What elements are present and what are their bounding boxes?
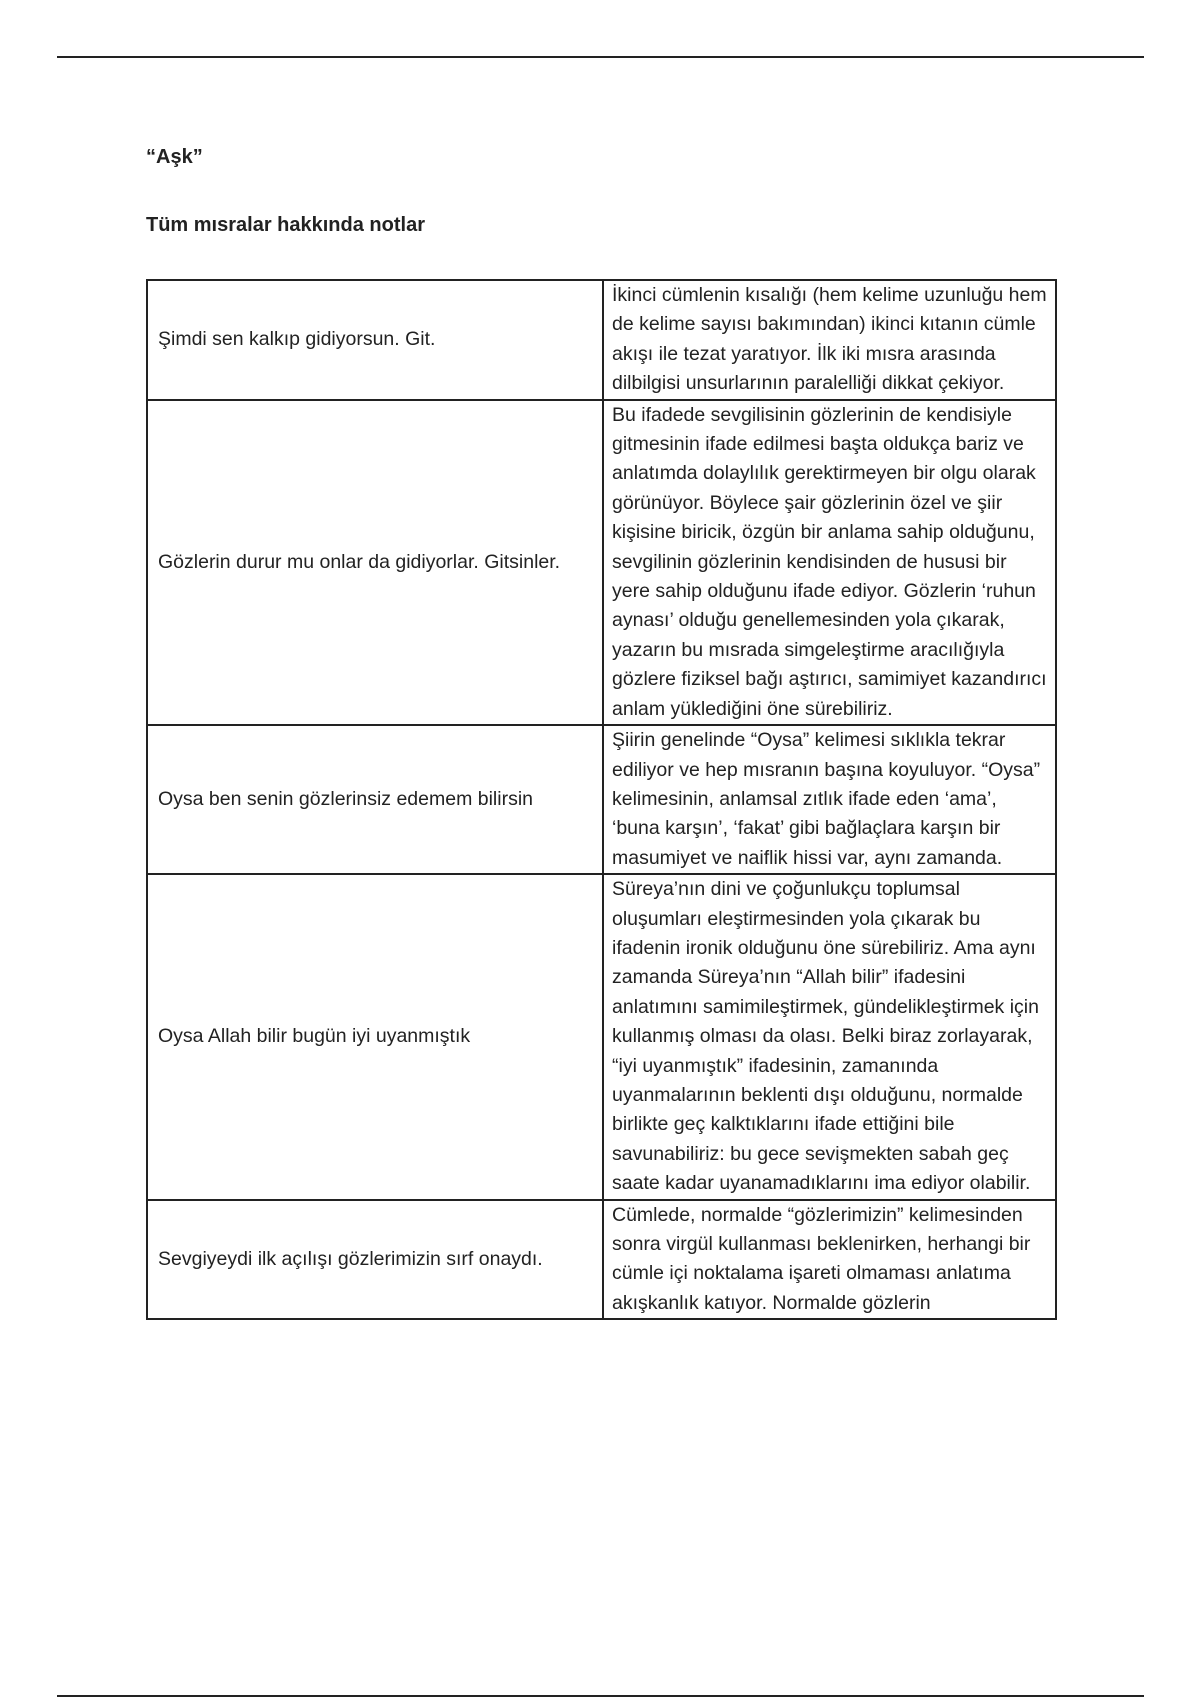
- note-cell: Şiirin genelinde “Oysa” kelimesi sıklıkla tekrar ediliyor ve hep mısranın başına koyuluyor. “Oysa” kelimesinin, anlamsal zıtlık ifade eden ‘ama’, ‘buna karşın’, ‘fakat’ gibi bağlaçlara karşın bir masumiyet ve naiflik hissi var, aynı zamanda.: [603, 725, 1056, 874]
- verse-cell: Sevgiyeydi ilk açılışı gözlerimizin sırf onaydı.: [147, 1200, 603, 1320]
- note-cell: Süreya’nın dini ve çoğunlukçu toplumsal oluşumları eleştirmesinden yola çıkarak bu ifadenin ironik olduğunu öne sürebiliriz. Ama aynı zamanda Süreya’nın “Allah bilir” ifadesini anlatımını samimileştirmek, gündelikleştirmek için kullanmış olması da olası. Belki biraz zorlayarak, “iyi uyanmıştık” ifadesinin, zamanında uyanmalarının beklenti dışı olduğunu, normalde birlikte geç kalktıklarını ifade ettiğini bile savunabiliriz: bu gece sevişmekten sabah geç saate kadar uyanamadıklarını ima ediyor olabilir.: [603, 874, 1056, 1199]
- document-title: “Aşk”: [146, 146, 203, 168]
- table-row: [147, 874, 1056, 1199]
- verse-cell: Oysa Allah bilir bugün iyi uyanmıştık: [147, 874, 603, 1199]
- verse-cell: Gözlerin durur mu onlar da gidiyorlar. Gitsinler.: [147, 400, 603, 725]
- verse-cell: Şimdi sen kalkıp gidiyorsun. Git.: [147, 280, 603, 400]
- document-subtitle: Tüm mısralar hakkında notlar: [146, 214, 425, 236]
- verse-cell: Oysa ben senin gözlerinsiz edemem bilirsin: [147, 725, 603, 874]
- footer-rule: [57, 1695, 1144, 1697]
- table-row: [147, 400, 1056, 725]
- note-cell: İkinci cümlenin kısalığı (hem kelime uzunluğu hem de kelime sayısı bakımından) ikinci kıtanın cümle akışı ile tezat yaratıyor. İlk iki mısra arasında dilbilgisi unsurlarının paralelliği dikkat çekiyor.: [603, 280, 1056, 400]
- table-row: [147, 725, 1056, 874]
- notes-table: [146, 279, 1057, 1320]
- table-row: [147, 1200, 1056, 1320]
- table-row: [147, 280, 1056, 400]
- note-cell: Bu ifadede sevgilisinin gözlerinin de kendisiyle gitmesinin ifade edilmesi başta oldukça bariz ve anlatımda dolaylılık gerektirmeyen bir olgu olarak görünüyor. Böylece şair gözlerinin özel ve şiir kişisine biricik, özgün bir anlama sahip olduğunu, sevgilinin gözlerinin kendisinden de hususi bir yere sahip olduğunu ifade ediyor. Gözlerin ‘ruhun aynası’ olduğu genellemesinden yola çıkarak, yazarın bu mısrada simgeleştirme aracılığıyla gözlere fiziksel bağı aştırıcı, samimiyet kazandırıcı anlam yüklediğini öne sürebiliriz.: [603, 400, 1056, 725]
- header-rule: [57, 56, 1144, 58]
- note-cell: Cümlede, normalde “gözlerimizin” kelimesinden sonra virgül kullanması beklenirken, herhangi bir cümle içi noktalama işareti olmaması anlatıma akışkanlık katıyor. Normalde gözlerin: [603, 1200, 1056, 1320]
